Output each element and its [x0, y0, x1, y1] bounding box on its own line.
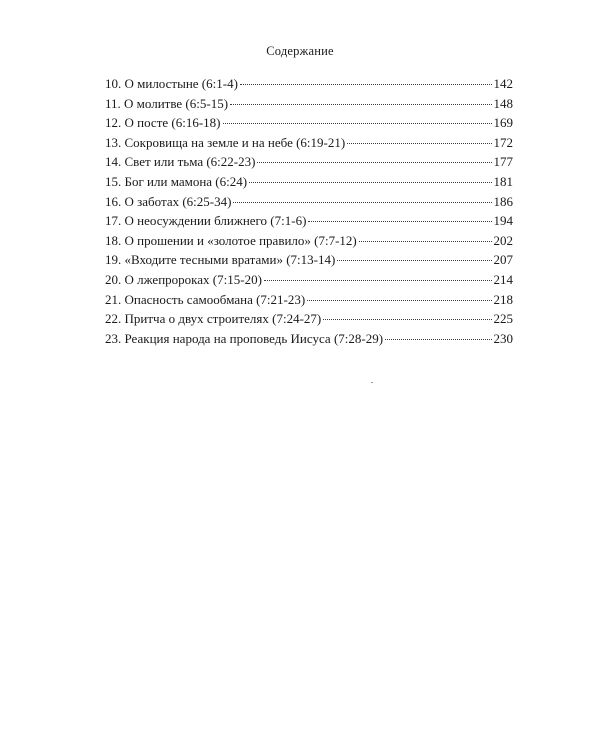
- entry-title: 21. Опасность самообмана (7:21-23): [105, 291, 306, 307]
- entry-title: 12. О посте (6:16-18): [105, 115, 221, 131]
- entry-title: 23. Реакция народа на проповедь Иисуса (7:28-29): [105, 330, 384, 346]
- entry-title: 22. Притча о двух строителях (7:24-27): [105, 311, 322, 327]
- toc-entry[interactable]: [105, 211, 513, 231]
- entry-page-number: 142: [493, 76, 513, 91]
- entry-title: 16. О заботах (6:25-34): [105, 193, 232, 209]
- dot-leader: [240, 84, 492, 85]
- dot-leader: [230, 104, 491, 105]
- toc-entry[interactable]: [105, 290, 513, 310]
- entry-page-number: 225: [493, 311, 513, 327]
- toc-entry[interactable]: [105, 113, 513, 133]
- entry-page-number: 194: [493, 213, 513, 229]
- toc-entry[interactable]: [105, 250, 513, 270]
- toc-entry[interactable]: [105, 192, 513, 212]
- entry-page-number: 230: [493, 330, 513, 346]
- dot-leader: [347, 143, 491, 144]
- entry-title: 13. Сокровища на земле и на небе (6:19-21): [105, 134, 346, 150]
- entry-title: 14. Свет или тьма (6:22-23): [105, 154, 256, 170]
- dot-leader: [359, 241, 492, 242]
- dot-leader: [264, 280, 492, 281]
- entry-title: 19. «Входите тесными вратами» (7:13-14): [105, 252, 336, 268]
- toc-entry[interactable]: [105, 152, 513, 172]
- entry-title: 18. О прошении и «золотое правило» (7:7-12): [105, 232, 357, 248]
- dot-leader: [307, 300, 491, 301]
- toc-entry[interactable]: [105, 309, 513, 329]
- dot-leader: [223, 123, 492, 124]
- dot-leader: [233, 202, 491, 203]
- entry-page-number: 148: [493, 95, 513, 111]
- dot-leader: [249, 182, 491, 183]
- entry-page-number: 207: [493, 252, 513, 268]
- dot-leader: [337, 260, 491, 261]
- entry-page-number: 218: [493, 291, 513, 307]
- toc-entry[interactable]: [105, 94, 513, 114]
- dot-leader: [257, 162, 491, 163]
- toc-entry[interactable]: [105, 133, 513, 153]
- dot-leader: [323, 319, 491, 320]
- table-of-contents: [105, 74, 513, 348]
- entry-page-number: 172: [493, 134, 513, 150]
- toc-entry[interactable]: [105, 329, 513, 349]
- entry-title: 11. О молитве (6:5-15): [105, 95, 229, 111]
- entry-page-number: 214: [493, 271, 513, 287]
- entry-title: 17. О неосуждении ближнего (7:1-6): [105, 213, 307, 229]
- toc-entry[interactable]: [105, 270, 513, 290]
- toc-entry[interactable]: [105, 172, 513, 192]
- entry-title: 15. Бог или мамона (6:24): [105, 173, 248, 189]
- page-header: Содержание: [266, 44, 334, 58]
- dot-leader: [385, 339, 491, 340]
- entry-title: 10. О милостыне (6:1-4): [105, 76, 238, 91]
- entry-title: 20. О лжепророках (7:15-20): [105, 271, 262, 287]
- toc-entry[interactable]: [105, 231, 513, 251]
- entry-page-number: 202: [493, 232, 513, 248]
- print-speck: [371, 382, 373, 383]
- dot-leader: [308, 221, 491, 222]
- entry-page-number: 186: [493, 193, 513, 209]
- entry-page-number: 177: [493, 154, 513, 170]
- entry-page-number: 181: [493, 173, 513, 189]
- toc-entry[interactable]: [105, 74, 513, 94]
- entry-page-number: 169: [493, 115, 513, 131]
